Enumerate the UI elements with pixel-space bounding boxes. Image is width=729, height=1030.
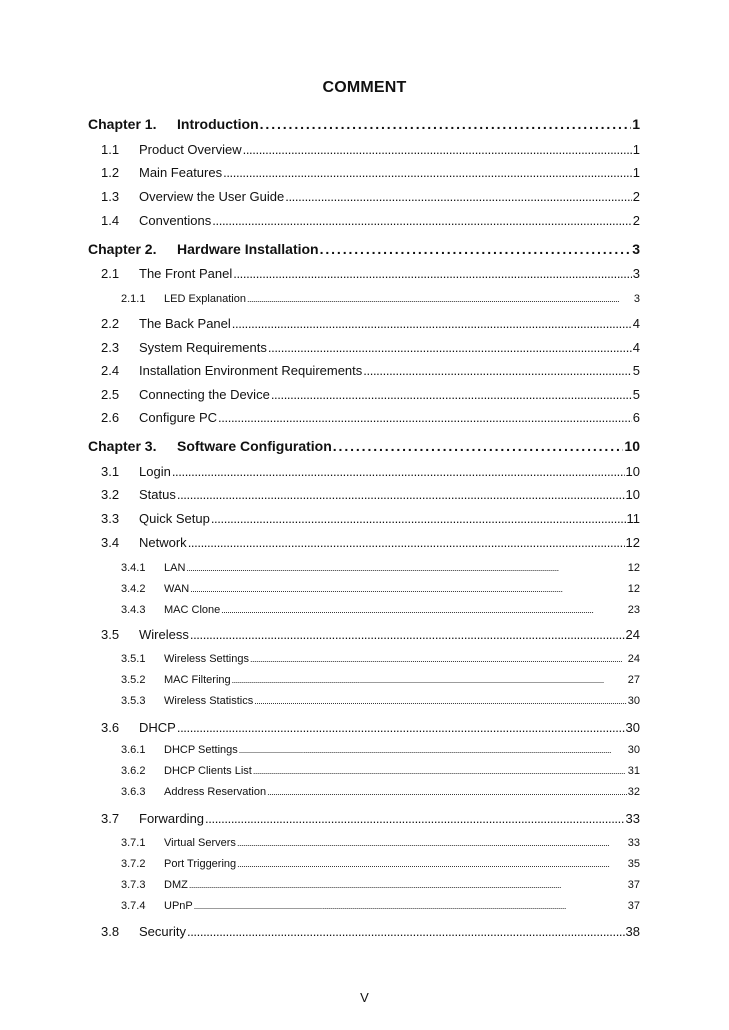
toc-entry-page: 33: [627, 837, 640, 849]
toc-entry-subsection[interactable]: [121, 563, 640, 574]
toc-entry-section[interactable]: [101, 465, 640, 478]
toc-entry-section[interactable]: [101, 317, 640, 330]
toc-entry-title: MAC Clone: [164, 604, 221, 616]
toc-entry-page: 23: [627, 604, 640, 616]
toc-entry-number: 3.5.2: [121, 674, 146, 686]
toc-entry-number: 3.4: [101, 535, 120, 550]
toc-entry-title: LAN: [164, 562, 186, 574]
toc-entry-title: Security: [139, 924, 186, 939]
toc-entry-page: 11: [626, 511, 640, 526]
toc-entry-number: 3.6.2: [121, 765, 146, 777]
toc-entry-page: 1: [632, 165, 640, 180]
dot-leader: [212, 214, 631, 227]
toc-entry-title: Status: [139, 487, 176, 502]
dot-leader: [190, 628, 625, 641]
toc-entry-title: LED Explanation: [164, 293, 246, 305]
toc-entry-number: 1.4: [101, 213, 120, 228]
dot-leader: [232, 676, 627, 685]
dot-leader: [194, 902, 627, 911]
toc-entry-title: Wireless Statistics: [164, 695, 254, 707]
toc-entry-chapter[interactable]: [88, 439, 640, 453]
toc-entry-section[interactable]: [101, 488, 640, 501]
toc-entry-page: 10: [625, 464, 640, 479]
toc-entry-section[interactable]: [101, 341, 640, 354]
toc-entry-number: 2.6: [101, 410, 120, 425]
toc-entry-page: 37: [627, 879, 640, 891]
toc-entry-number: 2.4: [101, 363, 120, 378]
toc-entry-page: 4: [632, 316, 640, 331]
toc-entry-page: 32: [627, 786, 640, 798]
toc-entry-page: 27: [627, 674, 640, 686]
dot-leader: [172, 465, 625, 478]
toc-entry-subsection[interactable]: [121, 787, 640, 798]
toc-entry-subsection[interactable]: [121, 584, 640, 595]
toc-entry-title: Quick Setup: [139, 511, 210, 526]
toc-entry-title: Forwarding: [139, 811, 205, 826]
toc-entry-page: 30: [627, 744, 640, 756]
dot-leader: [232, 317, 632, 330]
dot-leader: [260, 117, 632, 131]
toc-entry-number: 2.2: [101, 316, 120, 331]
toc-entry-title: The Back Panel: [139, 316, 231, 331]
toc-entry-number: 3.4.1: [121, 562, 146, 574]
toc-entry-page: 1: [632, 116, 640, 132]
dot-leader: [268, 341, 632, 354]
toc-entry-subsection[interactable]: [121, 901, 640, 912]
toc-entry-page: 33: [625, 811, 640, 826]
dot-leader: [320, 242, 632, 256]
toc-entry-page: 10: [624, 438, 640, 454]
toc-entry-section[interactable]: [101, 166, 640, 179]
dot-leader: [223, 166, 632, 179]
dot-leader: [218, 411, 632, 424]
toc-entry-title: Product Overview: [139, 142, 242, 157]
toc-entry-title: Software Configuration: [177, 438, 332, 454]
dot-leader: [221, 606, 627, 615]
dot-leader: [254, 697, 627, 706]
dot-leader: [177, 721, 625, 734]
dot-leader: [271, 388, 632, 401]
toc-entry-page: 24: [625, 627, 640, 642]
toc-entry-number: 2.3: [101, 340, 120, 355]
toc-entry-page: 31: [627, 765, 640, 777]
toc-entry-subsection[interactable]: [121, 654, 640, 665]
toc-entry-page: 30: [625, 720, 640, 735]
toc-entry-title: Main Features: [139, 165, 223, 180]
page-title: COMMENT: [322, 79, 407, 96]
toc-entry-title: Conventions: [139, 213, 212, 228]
toc-entry-page: 3: [632, 266, 640, 281]
toc-entry-number: 1.1: [101, 142, 120, 157]
toc-entry-number: 3.7.3: [121, 879, 146, 891]
toc-entry-page: 6: [632, 410, 640, 425]
toc-entry-page: 4: [632, 340, 640, 355]
dot-leader: [333, 439, 624, 453]
toc-entry-title: MAC Filtering: [164, 674, 231, 686]
toc-entry-number: 3.7.2: [121, 858, 146, 870]
toc-entry-number: Chapter 1.: [88, 116, 157, 132]
toc-entry-number: 3.8: [101, 924, 120, 939]
toc-entry-subsection[interactable]: [121, 294, 640, 305]
dot-leader: [237, 860, 627, 869]
toc-entry-number: 3.6: [101, 720, 120, 735]
toc-entry-page: 5: [632, 363, 640, 378]
toc-entry-subsection[interactable]: [121, 745, 640, 756]
toc-entry-number: 2.1: [101, 266, 120, 281]
dot-leader: [243, 143, 632, 156]
dot-leader: [186, 564, 626, 573]
toc-entry-number: 2.1.1: [121, 293, 146, 305]
toc-entry-chapter[interactable]: [88, 242, 640, 256]
dot-leader: [250, 655, 627, 664]
toc-entry-number: 3.2: [101, 487, 120, 502]
toc-entry-title: Installation Environment Requirements: [139, 363, 363, 378]
dot-leader: [211, 512, 626, 525]
toc-entry-page: 12: [627, 583, 640, 595]
toc-entry-page: 10: [625, 487, 640, 502]
toc-entry-section[interactable]: [101, 411, 640, 424]
toc-entry-title: Introduction: [177, 116, 259, 132]
toc-entry-page: 35: [627, 858, 640, 870]
toc-entry-number: 3.7: [101, 811, 120, 826]
toc-entry-section[interactable]: [101, 267, 640, 280]
toc-entry-title: Connecting the Device: [139, 387, 270, 402]
toc-entry-section[interactable]: [101, 628, 640, 641]
toc-entry-subsection[interactable]: [121, 605, 640, 616]
toc-entry-page: 30: [627, 695, 640, 707]
toc-entry-number: Chapter 3.: [88, 438, 157, 454]
toc-entry-number: 2.5: [101, 387, 120, 402]
toc-entry-title: Overview the User Guide: [139, 189, 285, 204]
toc-entry-section[interactable]: [101, 812, 640, 825]
toc-entry-number: 3.5: [101, 627, 120, 642]
toc-entry-title: UPnP: [164, 900, 193, 912]
toc-entry-subsection[interactable]: [121, 766, 640, 777]
toc-entry-title: System Requirements: [139, 340, 267, 355]
dot-leader: [247, 295, 633, 304]
toc-entry-title: Address Reservation: [164, 786, 267, 798]
toc-entry-subsection[interactable]: [121, 838, 640, 849]
toc-entry-section[interactable]: [101, 925, 640, 938]
toc-entry-subsection[interactable]: [121, 859, 640, 870]
toc-entry-number: 3.7.1: [121, 837, 146, 849]
toc-entry-number: 3.7.4: [121, 900, 146, 912]
toc-entry-title: WAN: [164, 583, 190, 595]
toc-entry-page: 3: [633, 293, 640, 305]
toc-entry-number: 3.6.1: [121, 744, 146, 756]
toc-entry-title: Network: [139, 535, 187, 550]
toc-entry-title: Hardware Installation: [177, 241, 319, 257]
toc-entry-number: 3.6.3: [121, 786, 146, 798]
toc-entry-title: DHCP Clients List: [164, 765, 252, 777]
toc-entry-number: 3.3: [101, 511, 120, 526]
toc-entry-section[interactable]: [101, 214, 640, 227]
dot-leader: [177, 488, 625, 501]
dot-leader: [285, 190, 632, 203]
toc-entry-title: Login: [139, 464, 171, 479]
toc-entry-title: DHCP Settings: [164, 744, 238, 756]
dot-leader: [187, 925, 625, 938]
toc-entry-page: 37: [627, 900, 640, 912]
toc-entry-page: 12: [625, 535, 640, 550]
toc-entry-section[interactable]: [101, 364, 640, 377]
toc-entry-section[interactable]: [101, 721, 640, 734]
toc-entry-number: Chapter 2.: [88, 241, 157, 257]
toc-entry-section[interactable]: [101, 512, 640, 525]
toc-entry-section[interactable]: [101, 190, 640, 203]
page-number: V: [360, 990, 369, 1005]
toc-entry-title: The Front Panel: [139, 266, 233, 281]
toc-entry-title: Configure PC: [139, 410, 218, 425]
toc-entry-page: 5: [632, 387, 640, 402]
toc-entry-subsection[interactable]: [121, 675, 640, 686]
toc-entry-title: Wireless Settings: [164, 653, 249, 665]
toc-entry-chapter[interactable]: [88, 117, 640, 131]
dot-leader: [237, 839, 627, 848]
toc-entry-page: 2: [632, 213, 640, 228]
toc-entry-page: 12: [627, 562, 640, 574]
toc-entry-title: Virtual Servers: [164, 837, 236, 849]
toc-entry-title: Wireless: [139, 627, 189, 642]
dot-leader: [188, 536, 625, 549]
toc-entry-section[interactable]: [101, 143, 640, 156]
toc-entry-page: 24: [627, 653, 640, 665]
dot-leader: [205, 812, 625, 825]
toc-entry-title: Port Triggering: [164, 858, 237, 870]
toc-entry-page: 3: [632, 241, 640, 257]
dot-leader: [189, 881, 627, 890]
toc-entry-page: 38: [625, 924, 640, 939]
dot-leader: [253, 767, 627, 776]
toc-entry-number: 1.3: [101, 189, 120, 204]
toc-entry-number: 3.5.3: [121, 695, 146, 707]
dot-leader: [190, 585, 626, 594]
toc-entry-number: 3.4.2: [121, 583, 146, 595]
toc-entry-section[interactable]: [101, 536, 640, 549]
dot-leader: [239, 746, 627, 755]
toc-entry-section[interactable]: [101, 388, 640, 401]
toc-entry-title: DHCP: [139, 720, 176, 735]
toc-entry-subsection[interactable]: [121, 880, 640, 891]
toc-entry-title: DMZ: [164, 879, 188, 891]
dot-leader: [267, 788, 627, 797]
toc-entry-number: 3.4.3: [121, 604, 146, 616]
toc-entry-page: 2: [632, 189, 640, 204]
toc-entry-subsection[interactable]: [121, 696, 640, 707]
dot-leader: [233, 267, 632, 280]
toc-entry-page: 1: [632, 142, 640, 157]
dot-leader: [363, 364, 631, 377]
toc-entry-number: 3.5.1: [121, 653, 146, 665]
toc-entry-number: 3.1: [101, 464, 120, 479]
toc-entry-number: 1.2: [101, 165, 120, 180]
